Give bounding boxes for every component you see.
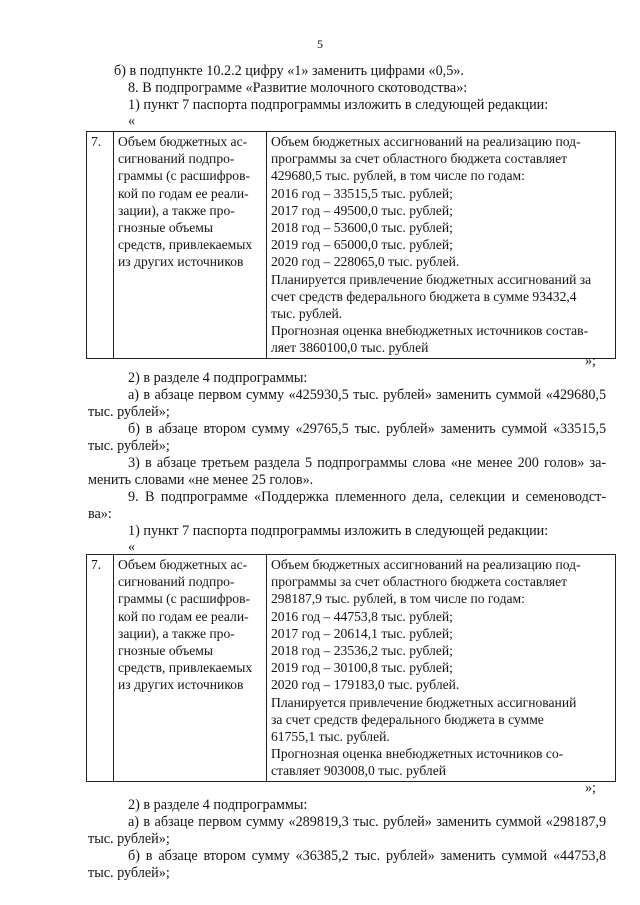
row-label	[114, 555, 267, 782]
page-number: 5	[317, 37, 323, 51]
section-4-heading-1: 2) в разделе 4 подпрограммы:	[128, 370, 308, 386]
value-line: ляет 3860100,0 тыс. рублей	[271, 340, 429, 356]
paragraph-a-1: а) в абзаце первом сумму «425930,5 тыс. рублей» заменить суммой «429680,5	[128, 387, 607, 403]
label-line: Объем бюджетных ас-	[118, 557, 248, 572]
value-line: 2018 год – 23536,2 тыс. рублей;	[271, 643, 453, 659]
paragraph-a-1-cont: тыс. рублей»;	[88, 404, 170, 420]
value-line: 61755,1 тыс. рублей.	[271, 729, 390, 745]
value-line: 2020 год – 228065,0 тыс. рублей.	[271, 254, 460, 270]
value-line: Объем бюджетных ассигнований на реализацию под-	[271, 134, 581, 149]
quote-open-2: «	[128, 539, 136, 555]
label-line: средств, привлекаемых	[118, 237, 253, 253]
label-line: гнозные объемы	[118, 643, 214, 659]
quote-open-1: «	[128, 113, 136, 129]
label-line: граммы (с расшифров-	[118, 168, 251, 184]
paragraph-b-1: б) в абзаце втором сумму «29765,5 тыс. рублей» заменить суммой «33515,5	[128, 421, 607, 437]
label-line: сигнований подпро-	[118, 151, 235, 167]
label-line: кой по годам ее реали-	[118, 608, 249, 624]
value-line: 2019 год – 30100,8 тыс. рублей;	[271, 660, 453, 676]
value-line: Прогнозная оценка внебюджетных источников состав-	[271, 323, 589, 339]
paragraph-9-cont: ва»:	[88, 506, 112, 522]
paragraph-b-1-cont: тыс. рублей»;	[88, 438, 170, 454]
value-line: 2017 год – 20614,1 тыс. рублей;	[271, 625, 453, 641]
value-line: программы за счет областного бюджета составляет	[271, 574, 568, 590]
paragraph-b-2-cont: тыс. рублей»;	[88, 865, 170, 881]
paragraph-1-passport-2: 1) пункт 7 паспорта подпрограммы изложить в следующей редакции:	[128, 523, 549, 539]
value-line: 2017 год – 49500,0 тыс. рублей;	[271, 202, 453, 218]
value-line: Планируется привлечение бюджетных ассигнований	[271, 694, 577, 710]
value-line: 2019 год – 65000,0 тыс. рублей;	[271, 237, 453, 253]
passport-table-1	[86, 131, 616, 359]
row-number: 7.	[87, 132, 114, 359]
value-line: 2018 год – 53600,0 тыс. рублей;	[271, 220, 453, 236]
label-line: зации), а также про-	[118, 202, 235, 218]
label-line: из других источников	[118, 254, 244, 270]
value-line: за счет средств федерального бюджета в сумме	[271, 711, 544, 727]
label-line: из других источников	[118, 677, 244, 693]
label-line: граммы (с расшифров-	[118, 591, 251, 607]
paragraph-b-2: б) в абзаце втором сумму «36385,2 тыс. рублей» заменить суммой «44753,8	[128, 848, 607, 864]
paragraph-8-heading: 8. В подпрограмме «Развитие молочного скотоводства»:	[128, 80, 468, 96]
value-line: программы за счет областного бюджета составляет	[271, 151, 568, 167]
row-value	[267, 555, 616, 782]
paragraph-3-cont: менить словами «не менее 25 голов».	[88, 472, 314, 488]
paragraph-1-passport: 1) пункт 7 паспорта подпрограммы изложить в следующей редакции:	[128, 97, 549, 113]
table-row	[87, 555, 616, 782]
passport-table-2	[86, 554, 616, 782]
value-line: 2016 год – 33515,5 тыс. рублей;	[271, 185, 453, 201]
value-line: 2020 год – 179183,0 тыс. рублей.	[271, 677, 460, 693]
paragraph-b-digit: б) в подпункте 10.2.2 цифру «1» заменить цифрами «0,5».	[114, 63, 464, 79]
paragraph-a-2-cont: тыс. рублей»;	[88, 831, 170, 847]
label-line: зации), а также про-	[118, 625, 235, 641]
row-number: 7.	[87, 555, 114, 782]
label-line: кой по годам ее реали-	[118, 185, 249, 201]
paragraph-3-section5: 3) в абзаце третьем раздела 5 подпрограммы слова «не менее 200 голов» за-	[128, 455, 607, 471]
label-line: сигнований подпро-	[118, 574, 235, 590]
value-line: Планируется привлечение бюджетных ассигнований за	[271, 271, 592, 287]
section-4-heading-2: 2) в разделе 4 подпрограммы:	[128, 797, 308, 813]
row-value	[267, 132, 616, 359]
quote-close-1: »;	[584, 353, 596, 369]
value-line: 298187,9 тыс. рублей, в том числе по годам:	[271, 591, 525, 607]
quote-close-2: »;	[584, 780, 596, 796]
value-line: счет средств федерального бюджета в сумме 93432,4	[271, 288, 577, 304]
value-line: Прогнозная оценка внебюджетных источников со-	[271, 746, 564, 762]
table-row	[87, 132, 616, 359]
label-line: гнозные объемы	[118, 220, 214, 236]
paragraph-9-heading: 9. В подпрограмме «Поддержка племенного дела, селекции и семеноводст-	[128, 489, 607, 505]
value-line: 2016 год – 44753,8 тыс. рублей;	[271, 608, 453, 624]
label-line: Объем бюджетных ас-	[118, 134, 248, 149]
value-line: ставляет 903008,0 тыс. рублей	[271, 763, 447, 779]
row-label	[114, 132, 267, 359]
label-line: средств, привлекаемых	[118, 660, 253, 676]
value-line: Объем бюджетных ассигнований на реализацию под-	[271, 557, 581, 572]
value-line: тыс. рублей.	[271, 306, 343, 322]
value-line: 429680,5 тыс. рублей, в том числе по годам:	[271, 168, 525, 184]
paragraph-a-2: а) в абзаце первом сумму «289819,3 тыс. рублей» заменить суммой «298187,9	[128, 814, 607, 830]
